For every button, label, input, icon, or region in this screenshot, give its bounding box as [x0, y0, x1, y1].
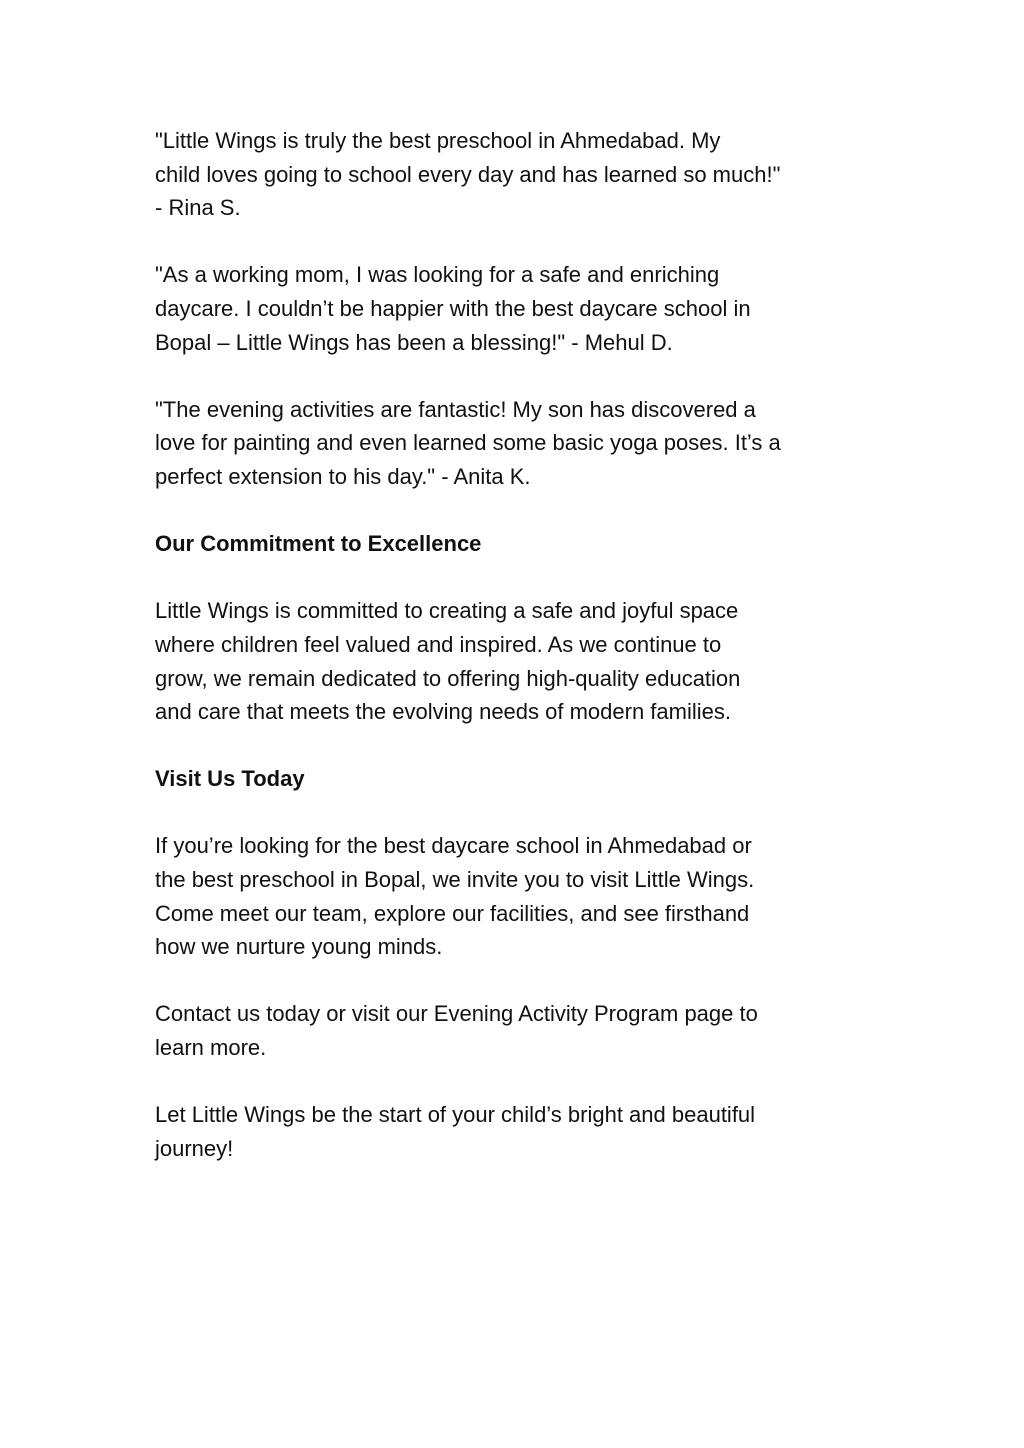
visit-paragraph: If you’re looking for the best daycare school in Ahmedabad or the best preschool in Bopal, we invite you to visit Little Wings. Come meet our team, explore our facilities, and see firsthand how we nurture young minds. — [155, 833, 755, 960]
testimonial-mehul: "As a working mom, I was looking for a safe and enriching daycare. I couldn’t be happier with the best daycare school in Bopal – Little Wings has been a blessing!" - Mehul D. — [155, 262, 751, 355]
closing-paragraph: Let Little Wings be the start of your child’s bright and beautiful journey! — [155, 1102, 756, 1161]
visit-heading: Visit Us Today — [155, 766, 305, 792]
commitment-paragraph: Little Wings is committed to creating a safe and joyful space where children feel valued and inspired. As we continue to grow, we remain dedicated to offering high-quality education and care that meets the evolving needs of modern families. — [155, 598, 741, 725]
commitment-heading: Our Commitment to Excellence — [155, 531, 482, 557]
testimonial-anita: "The evening activities are fantastic! My son has discovered a love for painting and even learned some basic yoga poses. It’s a perfect extension to his day." - Anita K. — [155, 396, 781, 489]
contact-paragraph: Contact us today or visit our Evening Activity Program page to learn more. — [155, 1001, 758, 1061]
document-page — [155, 124, 890, 1199]
testimonial-rina: "Little Wings is truly the best preschool in Ahmedabad. My child loves going to school every day and has learned so much!" - Rina S. — [155, 128, 781, 221]
